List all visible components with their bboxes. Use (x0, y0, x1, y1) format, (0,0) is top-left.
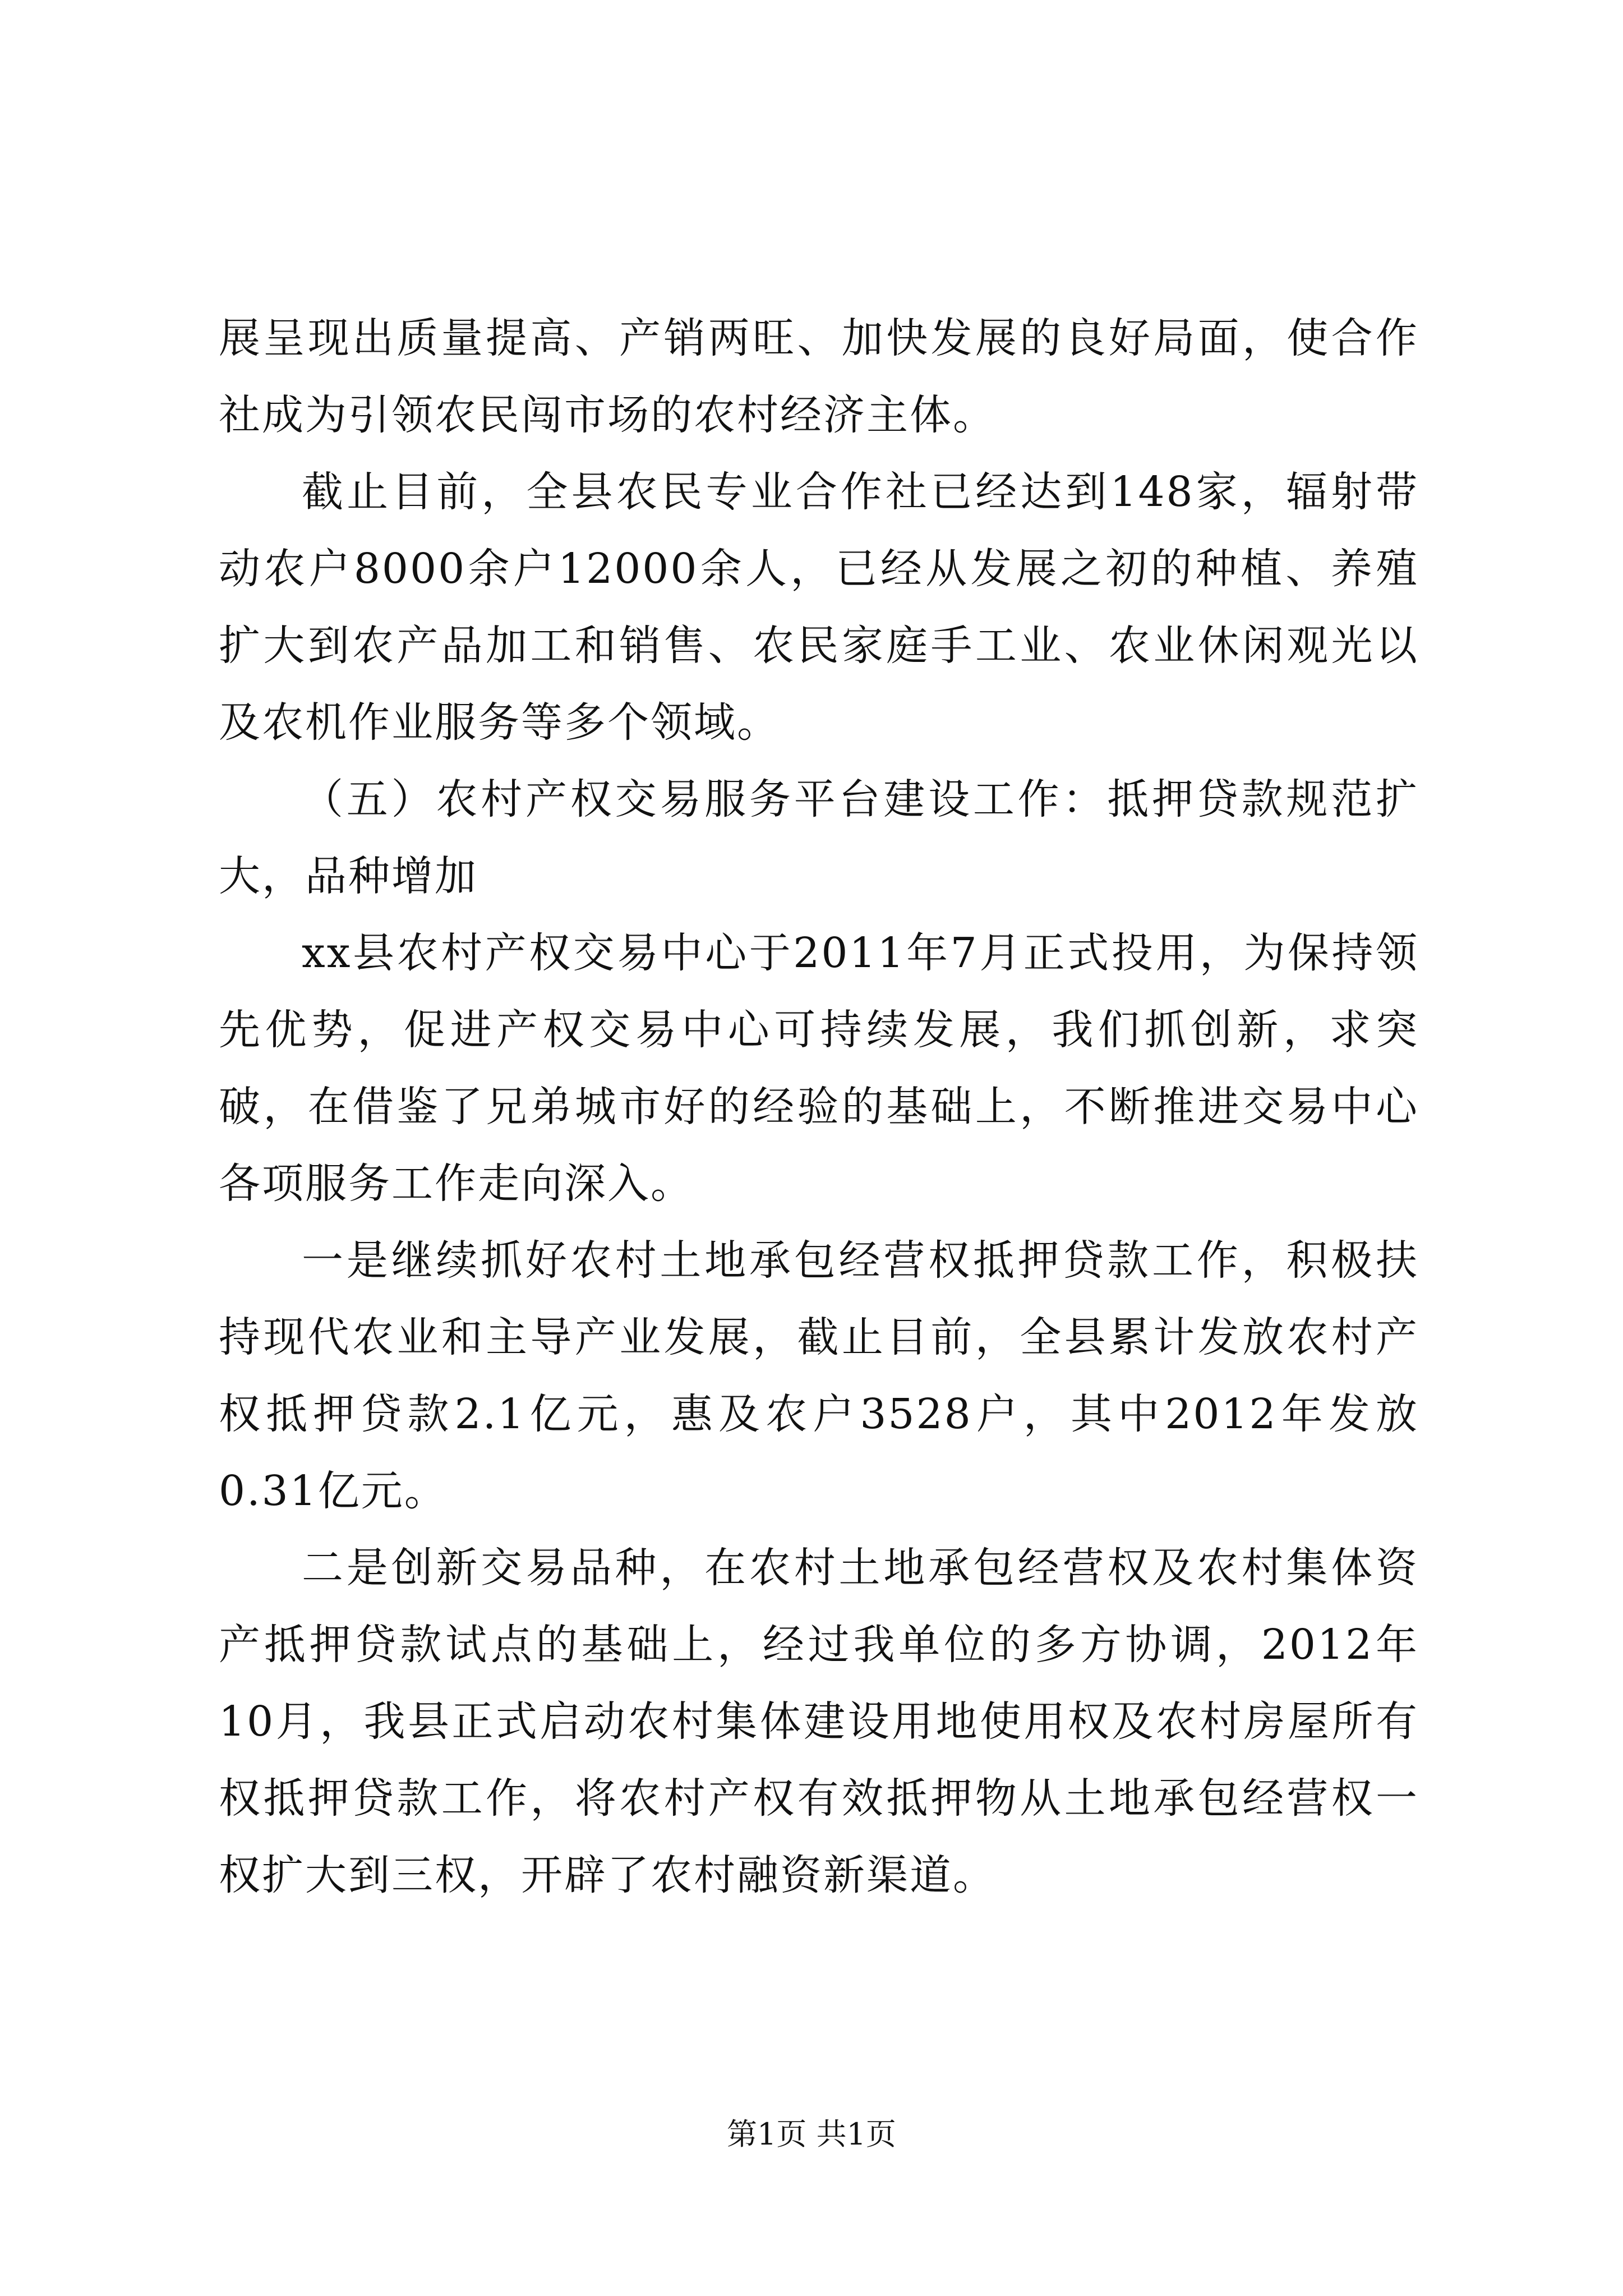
section-heading-five: （五）农村产权交易服务平台建设工作：抵押贷款规范扩大，品种增加 (219, 775, 1419, 900)
paragraph-cooperative-stats: 截止目前，全县农民专业合作社已经达到148家，辐射带动农户8000余户12000余人，已经从发展之初的种植、养殖扩大到农产品加工和销售、农民家庭手工业、农业休闲观光以及农机作业服务等多个领域。 (219, 468, 1419, 747)
page-footer: 第1页 共1页 (727, 2116, 896, 2152)
paragraph-point-two: 二是创新交易品种，在农村土地承包经营权及农村集体资产抵押贷款试点的基础上，经过我单位的多方协调，2012年10月，我县正式启动农村集体建设用地使用权及农村房屋所有权抵押贷款工作，将农村产权有效抵押物从土地承包经营权一权扩大到三权，开辟了农村融资新渠道。 (219, 1544, 1419, 1899)
paragraph-continuation: 展呈现出质量提高、产销两旺、加快发展的良好局面，使合作社成为引领农民闯市场的农村经济主体。 (219, 314, 1419, 439)
paragraph-point-one: 一是继续抓好农村土地承包经营权抵押贷款工作，积极扶持现代农业和主导产业发展，截止目前，全县累计发放农村产权抵押贷款2.1亿元，惠及农户3528户，其中2012年发放0.31亿元。 (219, 1236, 1419, 1515)
paragraph-trading-center: xx县农村产权交易中心于2011年7月正式投用，为保持领先优势，促进产权交易中心可持续发展，我们抓创新，求突破，在借鉴了兄弟城市好的经验的基础上，不断推进交易中心各项服务工作走向深入。 (219, 929, 1419, 1208)
document-body (219, 300, 1419, 1914)
